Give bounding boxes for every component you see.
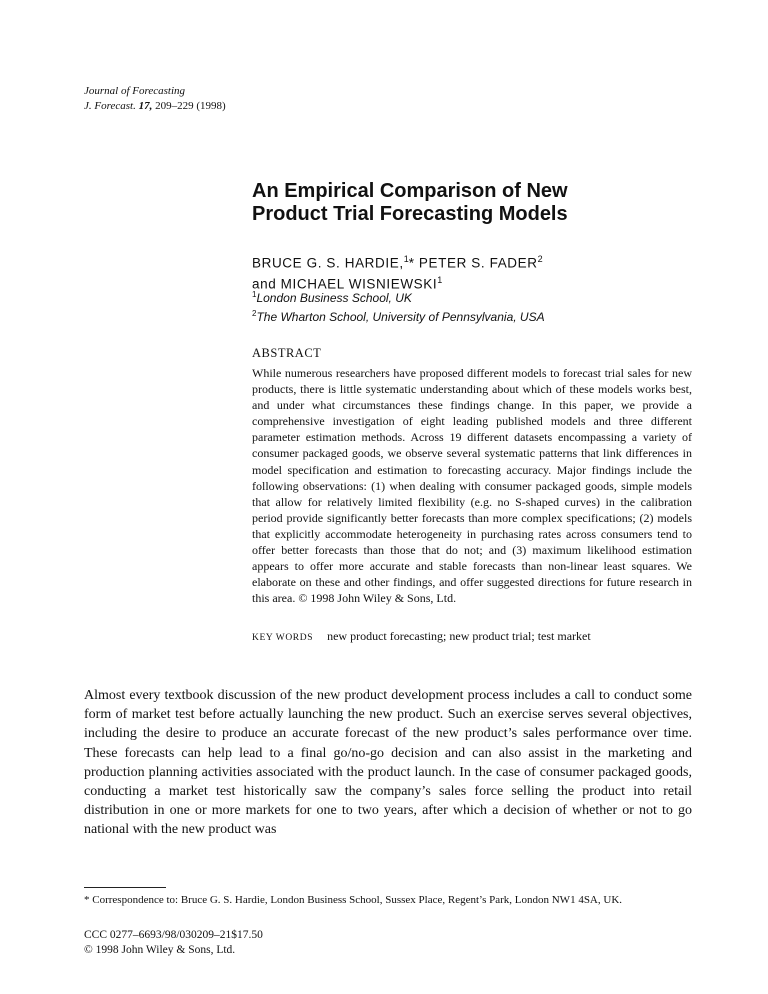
journal-citation	[84, 99, 226, 114]
author-fader: PETER S. FADER	[418, 255, 538, 271]
title-line-2: Product Trial Forecasting Models	[252, 203, 568, 225]
abstract-body: While numerous researchers have proposed different models to forecast trial sales for new products, there is little systematic understanding about which of these models works best, and under what circumstances these findings change. In this paper, we provide a comprehensive investigation of eight leading published models and three different parameter estimation methods. Across 19 different datasets encompassing a variety of consumer packaged goods, we observe several systematic patterns that link differences in model specification and estimation to forecasting accuracy. Major findings include the following observations: (1) when dealing with consumer packaged goods, simple models that allow for relatively limited flexibility (e.g. no S-shaped curves) in the calibration period provide significantly better forecasts than more complex specifications; (2) models that explicitly accommodate heterogeneity in purchasing rates across consumers tend to offer better forecasts than those that do not; and (3) maximum likelihood estimation appears to offer more accurate and stable forecasts than non-linear least squares. We elaborate on these and other findings, and offer suggested directions for future research in this area. © 1998 John Wiley & Sons, Ltd.	[252, 366, 692, 606]
keywords-text: new product forecasting; new product trial; test market	[327, 629, 591, 643]
author-wisniewski-affil: 1	[437, 274, 443, 285]
copyright-line: © 1998 John Wiley & Sons, Ltd.	[84, 943, 236, 956]
correspondence-marker: *	[408, 255, 415, 271]
affiliation-item	[252, 287, 692, 306]
footnote-marker: *	[84, 894, 90, 906]
body-paragraph: Almost every textbook discussion of the new product development process includes a call to conduct some form of market test before actually launching the new product. Such an exercise serves several objectives, including the desire to produce an accurate forecast of the new product’s sales performance over time. These forecasts can help lead to a final go/no-go decision and can also assist in the marketing and production planning activities associated with the product launch. In the case of consumer packaged goods, conducting a market test historically saw the company’s sales force selling the product into retail distribution in one or more markets for one to two years, after which a decision of whether or not to go national with the new product was	[84, 688, 692, 838]
author-fader-affil: 2	[537, 254, 543, 264]
footnote-text: Correspondence to: Bruce G. S. Hardie, London Business School, Sussex Place, Regent’s Park, London NW1 4SA, UK.	[92, 894, 623, 906]
affiliation-text: London Business School, UK	[256, 291, 412, 305]
ccc-code: CCC 0277–6693/98/030209–21$17.50	[84, 929, 263, 941]
journal-name: Journal of Forecasting	[84, 85, 186, 97]
affiliation-marker: 1	[252, 290, 257, 299]
journal-pages-year: 209–229 (1998)	[155, 100, 226, 112]
journal-volume: 17,	[138, 100, 153, 112]
affiliation-text: The Wharton School, University of Pennsylvania, USA	[256, 310, 545, 324]
title-line-1: An Empirical Comparison of New	[252, 180, 568, 202]
keywords-label: KEY WORDS	[252, 633, 314, 643]
affiliations	[252, 287, 692, 325]
author-wisniewski: and MICHAEL WISNIEWSKI	[252, 276, 438, 291]
author-hardie: BRUCE G. S. HARDIE,	[252, 255, 404, 271]
affiliation-item	[252, 306, 692, 325]
journal-abbrev: J. Forecast.	[84, 100, 136, 112]
journal-header	[84, 84, 226, 114]
footnote	[84, 893, 692, 908]
affiliation-marker: 2	[252, 309, 257, 318]
abstract-heading: ABSTRACT	[252, 346, 322, 360]
author-list	[252, 251, 692, 292]
footnote-divider	[84, 887, 166, 888]
author-line-1	[252, 251, 692, 272]
keywords	[252, 629, 692, 644]
copyright-block	[84, 928, 263, 957]
paper-title	[252, 180, 692, 226]
author-hardie-affil: 1	[403, 254, 409, 264]
